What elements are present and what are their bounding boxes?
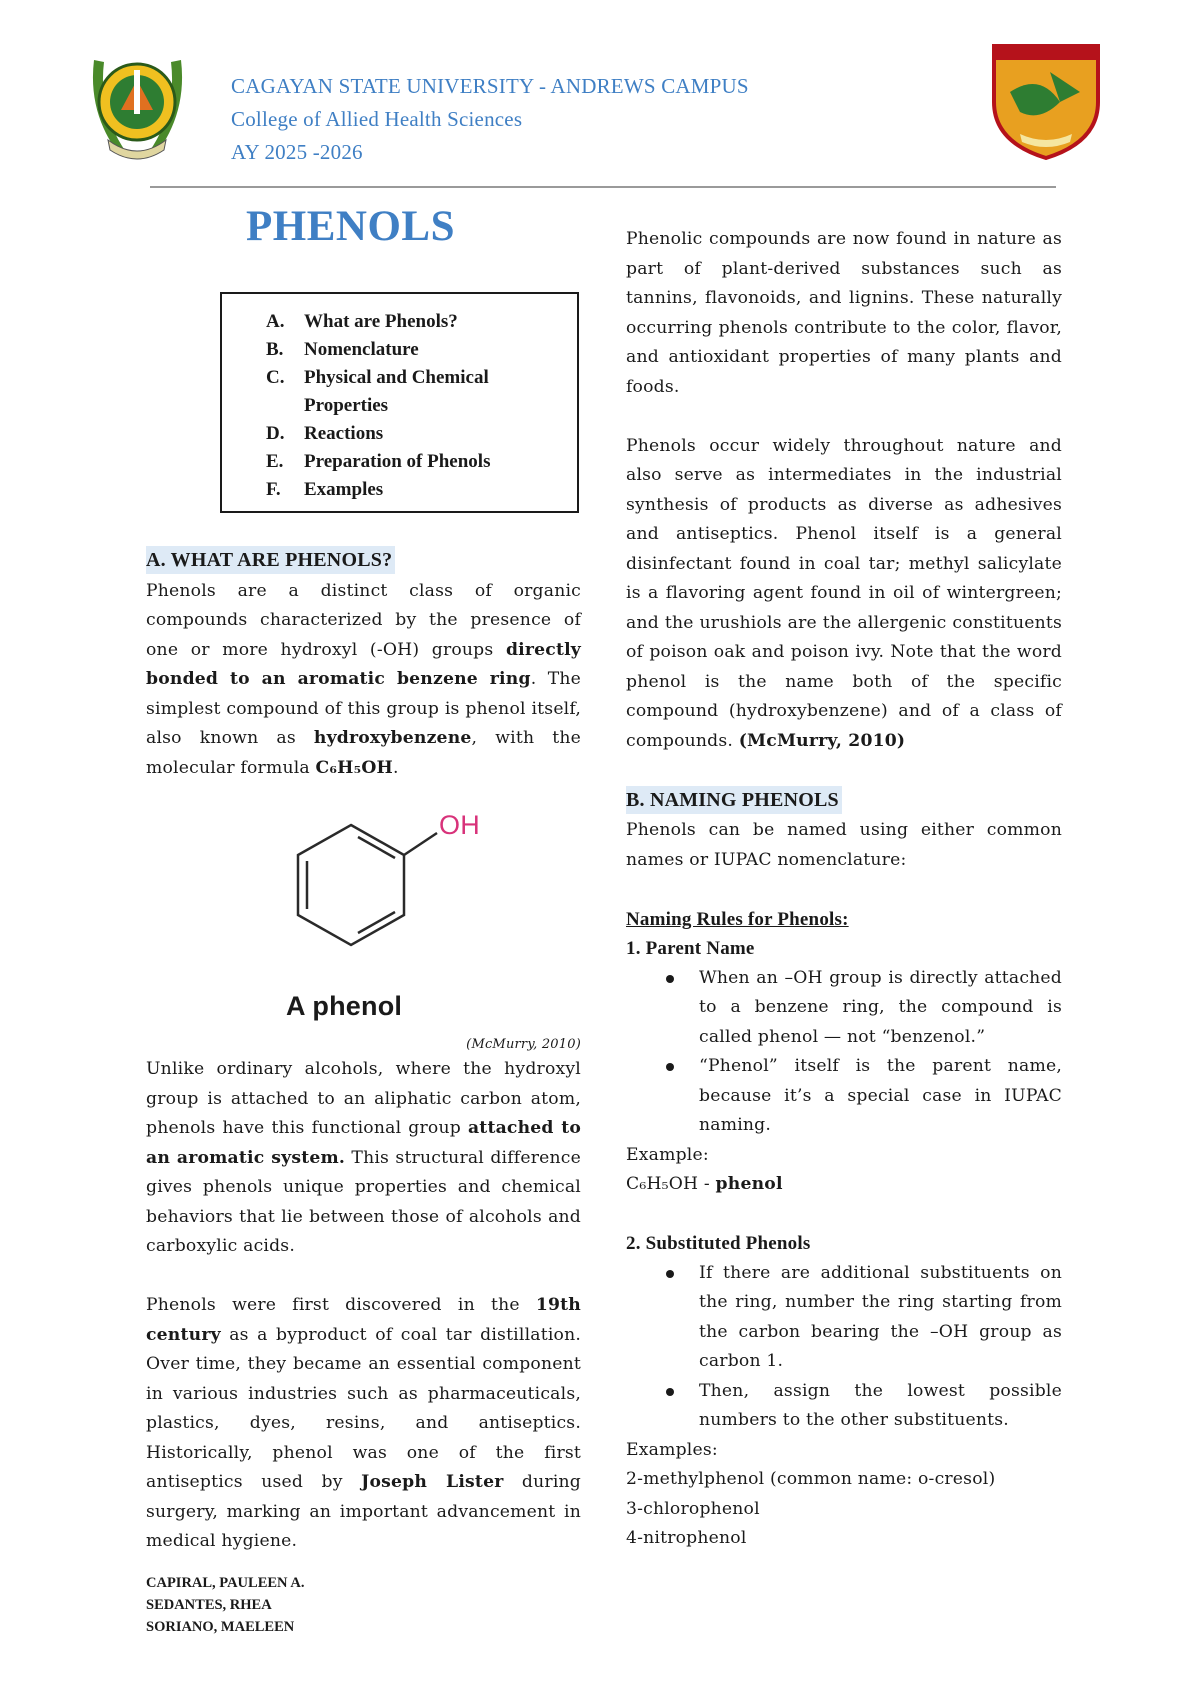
section-a-paragraph-1: Phenols are a distinct class of organic compounds characterized by the presence of one or more hydroxyl (-OH) groups directly bonded to an aromatic benzene ring. The simplest compound of this group is phenol itself, also known as hydroxybenzene, with the molecular formula C₆H₅OH.	[146, 580, 581, 778]
figure-caption: A phenol	[286, 991, 403, 1021]
section-a-paragraph-2: Unlike ordinary alcohols, where the hydroxyl group is attached to an aliphatic carbon atom, phenols have this functional group attached to an aromatic system. This structural difference gives phenols unique properties and chemical behaviors that lie between those of alcohols and carboxylic acids.	[146, 1059, 581, 1256]
section-a-heading: A. WHAT ARE PHENOLS?	[146, 546, 395, 574]
author: SEDANTES, RHEA	[146, 1597, 272, 1613]
phenol-structure-figure	[146, 783, 581, 1035]
bullet-icon	[666, 1388, 674, 1396]
left-column	[146, 546, 581, 1557]
example-item: 4-nitrophenol	[626, 1528, 747, 1548]
page-title: PHENOLS	[246, 203, 455, 250]
table-of-contents	[220, 292, 579, 513]
naming-rules-title: Naming Rules for Phenols:	[626, 908, 849, 930]
header-divider	[150, 186, 1056, 188]
rule-1-bullets	[626, 964, 1062, 1141]
bullet-icon	[666, 1270, 674, 1278]
toc-item: A. What are Phenols?	[266, 311, 458, 332]
college-name: College of Allied Health Sciences	[231, 107, 523, 131]
rule-1-example-label: Example:	[626, 1144, 709, 1165]
list-item: When an –OH group is directly attached to a benzene ring, the compound is called phenol — not “benzenol.”	[626, 964, 1062, 1053]
list-item: Then, assign the lowest possible numbers to the other substituents.	[626, 1377, 1062, 1436]
rule-2-bullets	[626, 1259, 1062, 1436]
academic-year: AY 2025 -2026	[231, 140, 363, 164]
bullet-icon	[666, 1063, 674, 1071]
toc-item: E. Preparation of Phenols	[266, 451, 491, 472]
authors-list	[146, 1572, 304, 1638]
benzene-ring	[298, 825, 437, 945]
author: CAPIRAL, PAULEEN A.	[146, 1575, 305, 1591]
rule-1-title: 1. Parent Name	[626, 938, 755, 959]
section-a-paragraph-3: Phenols were first discovered in the 19th century as a byproduct of coal tar distillation. Over time, they became an essential component in various industries such as pharmaceuticals, plastics, dyes, resins, and antiseptics. Historically, phenol was one of the first antiseptics used by Joseph Lister during surgery, marking an important advancement in medical hygiene.	[146, 1295, 581, 1551]
right-paragraph-2: Phenols occur widely throughout nature and also serve as intermediates in the industrial synthesis of products as diverse as adhesives and antiseptics. Phenol itself is a general disinfectant found in coal tar; methyl salicylate is a flavoring agent found in oil of wintergreen; and the urushiols are the allergenic constituents of poison oak and poison ivy. Note that the word phenol is the name both of the specific compound (hydroxybenzene) and of a class of compounds. (McMurry, 2010)	[626, 435, 1062, 751]
rule-2-title: 2. Substituted Phenols	[626, 1233, 811, 1254]
right-paragraph-1: Phenolic compounds are now found in nature as part of plant-derived substances such as tannins, flavonoids, and lignins. These naturally occurring phenols contribute to the color, flavor, and antioxidant properties of many plants and foods.	[626, 229, 1062, 397]
college-shield-logo	[990, 42, 1102, 160]
oh-label: OH	[439, 810, 480, 840]
rule-1-example: C₆H₅OH - phenol	[626, 1174, 783, 1194]
figure-citation: (McMurry, 2010)	[466, 1037, 581, 1052]
university-seal-logo	[86, 40, 189, 166]
toc-item: B. Nomenclature	[266, 339, 419, 360]
list-item: “Phenol” itself is the parent name, because it’s a special case in IUPAC naming.	[626, 1052, 1062, 1141]
bullet-icon	[666, 975, 674, 983]
list-item: If there are additional substituents on the ring, number the ring starting from the carbon bearing the –OH group as carbon 1.	[626, 1259, 1062, 1377]
author: SORIANO, MAELEEN	[146, 1619, 295, 1635]
toc-item: D. Reactions	[266, 423, 384, 444]
section-b-heading: B. NAMING PHENOLS	[626, 786, 842, 814]
example-item: 3-chlorophenol	[626, 1498, 760, 1519]
rule-2-examples-label: Examples:	[626, 1439, 718, 1460]
university-name: CAGAYAN STATE UNIVERSITY - ANDREWS CAMPUS	[231, 74, 749, 98]
example-item: 2-methylphenol (common name: o-cresol)	[626, 1469, 996, 1489]
header-block	[231, 70, 749, 169]
right-column	[626, 225, 1062, 1554]
section-b-intro: Phenols can be named using either common names or IUPAC nomenclature:	[626, 820, 1062, 870]
toc-item: F. Examples	[266, 479, 384, 500]
toc-item: C. Physical and Chemical Properties	[266, 367, 489, 416]
